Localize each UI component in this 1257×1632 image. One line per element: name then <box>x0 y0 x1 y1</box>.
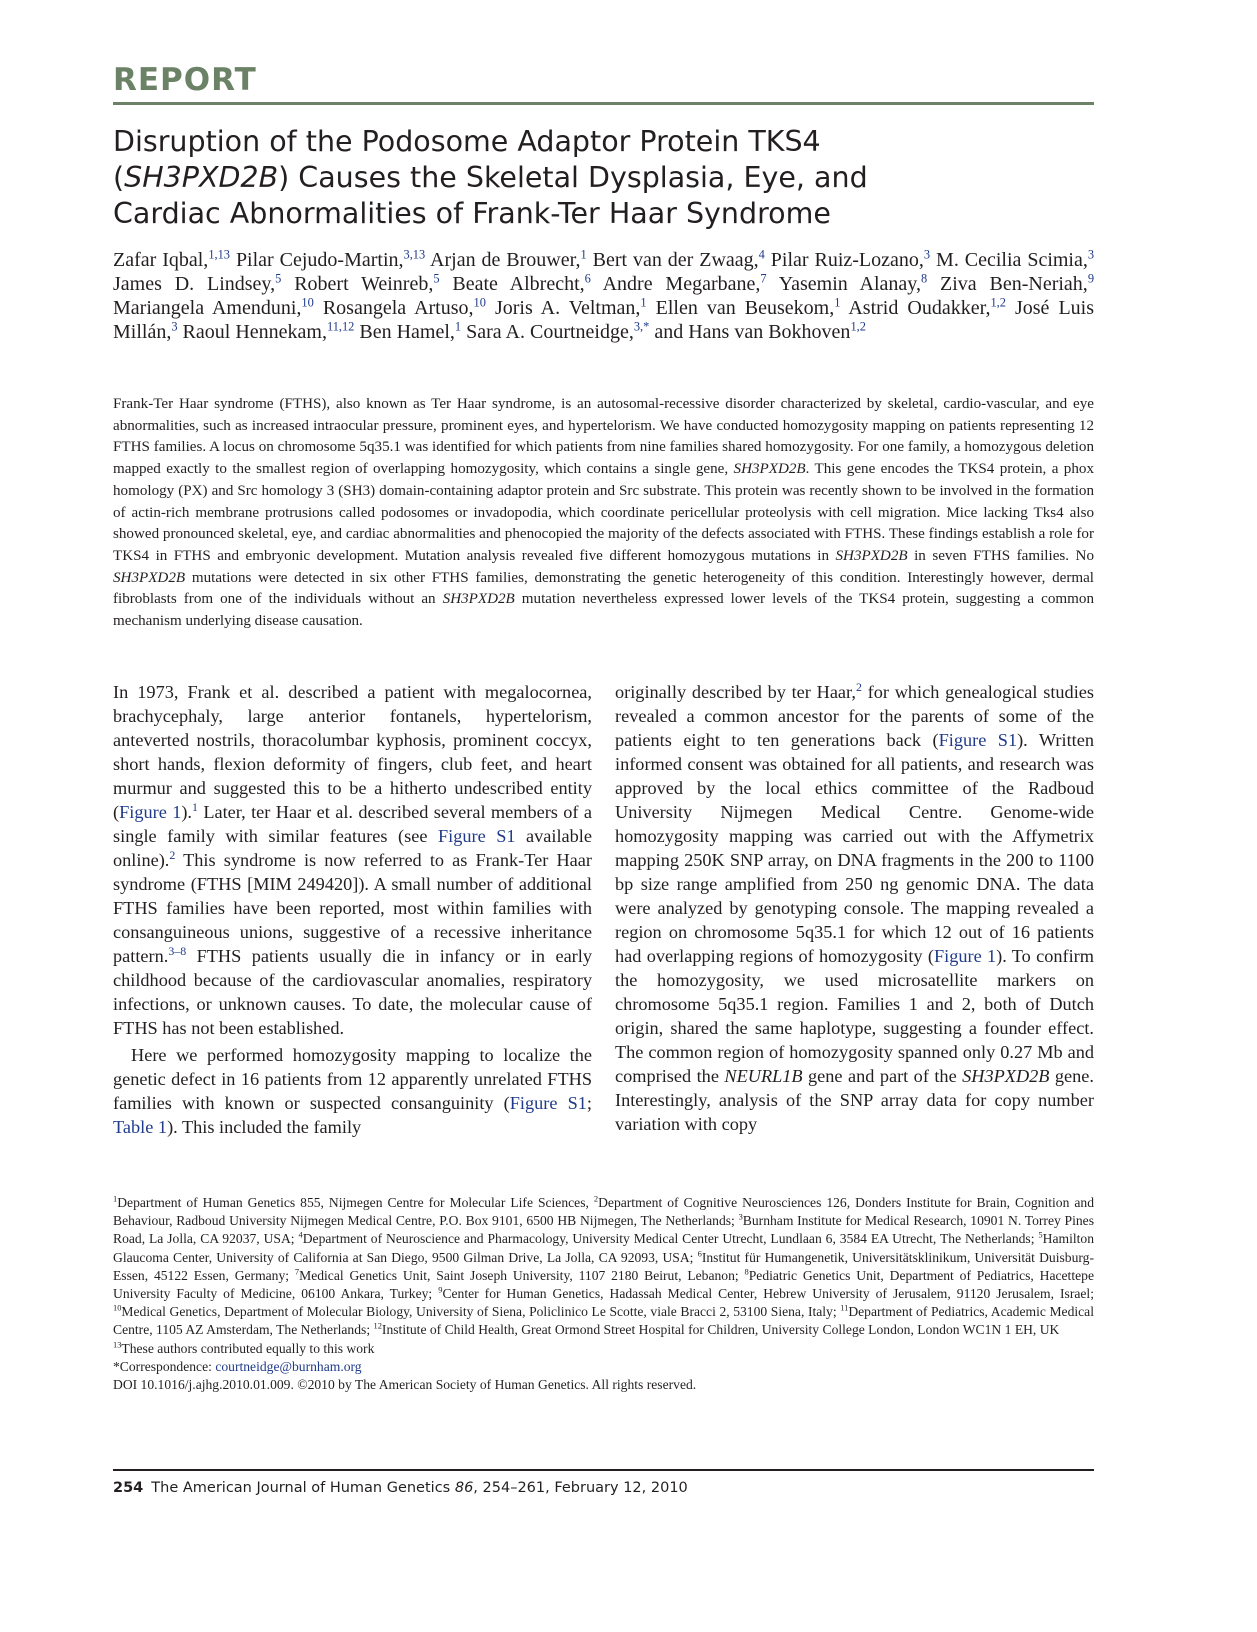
author-affiliation: 1 <box>640 295 647 310</box>
abstract-text: Frank-Ter Haar syndrome (FTHS), also known as Ter Haar syndrome, is an autosomal-recessive disorder characterized by skeletal, cardio-vascular, and eye abnormalities, such as increased intraocular pressure, prominent eyes, and hypertelorism. We have conducted homozygosity mapping on patients representing 12 FTHS families. A locus on chromosome 5q35.1 was identified for which patients from nine families shared homozygosity. For one family, a homozygous deletion mapped exactly to the smallest region of overlapping homozygosity, which contains a single gene, <box>113 396 1094 478</box>
body-text: ). This included the family <box>167 1117 362 1137</box>
author-name: Robert Weinreb, <box>294 273 434 295</box>
author-affiliation: 6 <box>584 271 591 286</box>
article-title <box>113 124 1094 232</box>
author-affiliation: 1 <box>834 295 841 310</box>
affiliations <box>113 1194 1094 1340</box>
author <box>603 273 767 295</box>
title-gene: SH3PXD2B <box>124 161 279 194</box>
body-text: originally described by ter Haar, <box>615 682 856 702</box>
affiliation-text: Department of Pediatrics, Academic Medical Centre, 1105 AZ Amsterdam, The Netherlands; <box>113 1304 1094 1338</box>
body-text: gene. Interestingly, analysis of the SNP array data for copy number variation with copy <box>615 1066 1094 1134</box>
author <box>656 297 841 319</box>
abstract-text: mutation nevertheless expressed lower levels of the TKS4 protein, suggesting a common mechanism underlying disease causation. <box>113 591 1094 630</box>
author-affiliation: 1 <box>454 319 462 334</box>
affiliation-number: 12 <box>373 1320 382 1331</box>
body-paragraph <box>113 680 592 1040</box>
journal-pages-date: , 254–261, February 12, 2010 <box>473 1480 688 1496</box>
author <box>771 249 930 271</box>
author <box>359 321 461 343</box>
body-text: for which genealogical studies revealed a common ancestor for the parents of some of the patients eight to ten generations back ( <box>615 682 1094 750</box>
author-affiliation: 3 <box>923 247 931 262</box>
reference-link[interactable]: 1 <box>192 799 198 814</box>
author <box>323 297 486 319</box>
reference-link[interactable]: 2 <box>855 679 862 694</box>
affiliation-number: 4 <box>298 1229 303 1240</box>
author-affiliation: 4 <box>758 247 765 262</box>
author-name: Yasemin Alanay, <box>778 273 921 295</box>
figure-s1-link[interactable]: Figure S1 <box>437 826 516 846</box>
footnotes <box>113 1194 1094 1394</box>
footer-rule <box>113 1469 1094 1471</box>
title-line-2: ) Causes the Skeletal Dysplasia, Eye, and <box>278 161 868 194</box>
author-name: Astrid Oudakker, <box>848 297 991 319</box>
equal-contribution-note <box>113 1340 1094 1358</box>
body-text: ; <box>586 1093 593 1113</box>
abstract-text: . This gene encodes the TKS4 protein, a phox homology (PX) and Src homology 3 (SH3) domain-containing adaptor protein and Src substrate. This protein was recently shown to be involved in the formation of actin-rich membrane protrusions called podosomes or invadopodia, which coordinate pericellular proteolysis with cell migration. Mice lacking Tks4 also showed pronounced skeletal, eye, and cardiac abnormalities and phenocopied the majority of the defects associated with FTHS. These findings establish a role for TKS4 in FTHS and embryonic development. Mutation analysis revealed five different homozygous mutations in <box>113 461 1094 564</box>
author <box>113 297 314 319</box>
figure-s1-link[interactable]: Figure S1 <box>509 1093 587 1113</box>
author-name: Beate Albrecht, <box>452 273 585 295</box>
author-name: Pilar Cejudo-Martin, <box>235 249 404 271</box>
affiliation-number: 1 <box>113 1193 118 1204</box>
author <box>593 249 765 271</box>
author <box>236 249 425 271</box>
correspondence-email-link[interactable]: courtneidge@burnham.org <box>215 1358 362 1374</box>
section-label: REPORT <box>113 62 257 98</box>
abstract-text: in seven FTHS families. No <box>907 547 1094 564</box>
body-column-right <box>615 680 1094 1136</box>
affiliation-number: 8 <box>744 1266 749 1277</box>
author-name: James D. Lindsey, <box>113 273 276 295</box>
journal-name: The American Journal of Human Genetics <box>151 1480 455 1496</box>
author-affiliation: 9 <box>1087 271 1095 286</box>
affiliation-text: Department of Neuroscience and Pharmacology, University Medical Center Utrecht, Lundlaan 6, 3584 EA Utrecht, The Netherlands; <box>302 1231 1039 1247</box>
author-name: Joris A. Veltman, <box>494 297 641 319</box>
author <box>466 321 649 343</box>
author-name: Zafar Iqbal, <box>113 249 209 271</box>
gene-name: SH3PXD2B <box>113 569 186 586</box>
affiliation-number: 10 <box>113 1302 122 1313</box>
author <box>936 249 1094 271</box>
author-name: Raoul Hennekam, <box>182 321 327 343</box>
author-affiliation: 5 <box>433 271 440 286</box>
author-name: Ben Hamel, <box>359 321 455 343</box>
affiliation-number: 2 <box>593 1193 599 1204</box>
title-line-1: Disruption of the Podosome Adaptor Protein TKS4 <box>113 125 821 158</box>
reference-link[interactable]: 3–8 <box>168 943 187 958</box>
author-affiliation: 1,2 <box>990 295 1006 310</box>
author-affiliation: 3 <box>1087 247 1095 262</box>
author <box>183 321 355 343</box>
figure-s1-link[interactable]: Figure S1 <box>938 730 1018 750</box>
correspondence-note <box>113 1358 1094 1376</box>
author-name: Sara A. Courtneidge, <box>466 321 634 343</box>
body-text: FTHS patients usually die in infancy or in early childhood because of the cardiovascular anomalies, respiratory infections, or unknown causes. To date, the molecular cause of FTHS has not been established. <box>113 946 592 1038</box>
page-footer <box>113 1478 688 1498</box>
author <box>294 273 439 295</box>
affiliation-text: Department of Human Genetics 855, Nijmegen Centre for Molecular Life Sciences, <box>117 1195 594 1210</box>
author-affiliation: 7 <box>760 271 767 286</box>
gene-name: NEURL1B <box>724 1066 803 1086</box>
gene-name: SH3PXD2B <box>835 547 908 564</box>
author <box>940 273 1094 295</box>
affiliation-number: 11 <box>840 1302 849 1313</box>
figure-1-link[interactable]: Figure 1 <box>933 946 997 966</box>
author-name: Andre Megarbane, <box>602 273 761 295</box>
affiliation-number: 3 <box>738 1211 743 1222</box>
author-name: M. Cecilia Scimia, <box>936 249 1088 271</box>
body-column-left <box>113 680 592 1139</box>
gene-name: SH3PXD2B <box>442 591 515 608</box>
figure-1-link[interactable]: Figure 1 <box>119 802 182 822</box>
author-name: Rosangela Artuso, <box>322 297 474 319</box>
author-affiliation: 1,2 <box>850 319 866 334</box>
author <box>848 297 1006 319</box>
author-name: Arjan de Brouwer, <box>430 249 581 271</box>
body-paragraph <box>113 1043 592 1139</box>
abstract-text: mutations were detected in six other FTHS families, demonstrating the genetic heterogeneity of this condition. Interestingly however, dermal fibroblasts from one of the individuals without an <box>113 569 1094 608</box>
author <box>452 273 590 295</box>
body-paragraph <box>615 680 1094 1136</box>
table-1-link[interactable]: Table 1 <box>113 1117 168 1137</box>
affiliation-number: 9 <box>438 1284 443 1295</box>
affiliation-text: Hamilton Glaucoma Center, University of California at San Diego, 9500 Gilman Drive, La Jolla, CA 92093, USA; <box>113 1231 1094 1265</box>
author-name: Bert van der Zwaag, <box>592 249 759 271</box>
reference-link[interactable]: 2 <box>169 847 176 862</box>
author <box>654 321 866 343</box>
affiliation-text: Medical Genetics Unit, Saint Joseph University, 1107 2180 Beirut, Lebanon; <box>299 1267 745 1283</box>
affiliation-number: 5 <box>1038 1229 1043 1240</box>
footnote-number: 13 <box>113 1339 122 1350</box>
gene-name: SH3PXD2B <box>733 461 806 478</box>
author <box>779 273 928 295</box>
author <box>113 273 281 295</box>
affiliation-text: Pediatric Genetics Unit, Department of Pediatrics, Hacettepe University Faculty of Medicine, 06100 Ankara, Turkey; <box>113 1267 1094 1302</box>
affiliation-text: Burnham Institute for Medical Research, 10901 N. Torrey Pines Road, La Jolla, CA 92037, USA; <box>113 1213 1094 1247</box>
body-text: Here we performed homozygosity mapping to localize the genetic defect in 16 patients from 12 apparently unrelated FTHS families with known or suspected consanguinity ( <box>113 1045 592 1113</box>
author-name: Pilar Ruiz-Lozano, <box>770 249 924 271</box>
body-text: In 1973, Frank et al. described a patient with megalocornea, brachycephaly, large anterior fontanels, hypertelorism, anteverted nostrils, thoracolumbar kyphosis, prominent coccyx, short hands, flexion deformity of fingers, club feet, and heart murmur and suggested this to be a hitherto undescribed entity ( <box>113 682 592 822</box>
affiliation-text: Medical Genetics, Department of Molecular Biology, University of Siena, Policlinico Le Scotte, viale Bracci 2, 53100 Siena, Italy; <box>121 1304 841 1320</box>
author-affiliation: 3 <box>171 319 178 334</box>
body-text: This syndrome is now referred to as Frank-Ter Haar syndrome (FTHS [MIM 249420]). A small number of additional FTHS families have been reported, most within families with consanguineous unions, suggestive of a recessive inheritance pattern. <box>113 850 592 966</box>
affiliation-text: Institut für Humangenetik, Universitätsklinikum, Universität Duisburg-Essen, 45122 Essen, Germany; <box>113 1249 1094 1283</box>
author-name: Ellen van Beusekom, <box>655 297 835 319</box>
author-affiliation: 3,* <box>633 319 650 334</box>
title-line-3: Cardiac Abnormalities of Frank-Ter Haar Syndrome <box>113 197 831 230</box>
author <box>430 249 587 271</box>
author-affiliation: 10 <box>301 295 314 310</box>
author-name: José Luis Millán, <box>113 297 1095 343</box>
author-affiliation: 5 <box>275 271 282 286</box>
author-affiliation: 8 <box>920 271 928 286</box>
author-affiliation: 3,13 <box>403 247 426 262</box>
author-name: Mariangela Amenduni, <box>113 297 302 319</box>
abstract <box>113 394 1094 633</box>
affiliation-text: Department of Cognitive Neurosciences 126, Donders Institute for Brain, Cognition and Behaviour, Radboud University Nijmegen Medical Centre, P.O. Box 9101, 6500 HB Nijmegen, The Netherlands; <box>113 1195 1094 1229</box>
doi-line: DOI 10.1016/j.ajhg.2010.01.009. ©2010 by The American Society of Human Genetics. All rights reserved. <box>113 1377 697 1393</box>
body-text: Later, ter Haar et al. described several members of a single family with similar features (see <box>113 802 592 846</box>
body-text: gene and part of the <box>802 1066 963 1086</box>
author-name: and Hans van Bokhoven <box>654 321 851 343</box>
affiliation-number: 7 <box>294 1266 300 1277</box>
author <box>113 249 230 271</box>
author-affiliation: 11,12 <box>326 319 355 334</box>
affiliation-text: Center for Human Genetics, Hadassah Medical Center, Hebrew University of Jerusalem, 91120 Jerusalem, Israel; <box>442 1286 1094 1302</box>
author-affiliation: 1,13 <box>208 247 230 262</box>
body-text: available online). <box>113 826 592 870</box>
affiliation-text: Institute of Child Health, Great Ormond Street Hospital for Children, University College London, London WC1N 1 EH, UK <box>381 1322 1060 1338</box>
affiliation-number: 6 <box>697 1248 702 1259</box>
author-affiliation: 10 <box>473 295 486 310</box>
author-name: Ziva Ben-Neriah, <box>940 273 1088 295</box>
footnote-text: These authors contributed equally to this work <box>121 1340 375 1356</box>
header-rule <box>113 102 1094 105</box>
gene-name: SH3PXD2B <box>962 1066 1050 1086</box>
correspondence-label: *Correspondence: <box>113 1358 216 1374</box>
body-text: ). <box>181 802 193 822</box>
author <box>495 297 647 319</box>
body-text: ). Written informed consent was obtained for all patients, and research was approved by the local ethics committee of the Radboud University Nijmegen Medical Centre. Genome-wide homozygosity mapping was carried out with the Affymetrix mapping 250K SNP array, on DNA fragments in the 200 to 1100 bp size range amplified from 250 ng genomic DNA. The data were analyzed by genotyping console. The mapping revealed a region on chromosome 5q35.1 for which 12 out of 16 patients had overlapping regions of homozygosity ( <box>615 730 1094 966</box>
title-paren-open: ( <box>113 161 125 194</box>
journal-volume: 86 <box>454 1480 474 1496</box>
author-list <box>113 248 1094 344</box>
page-number: 254 <box>113 1480 144 1496</box>
body-text: ). To confirm the homozygosity, we used microsatellite markers on chromosome 5q35.1 region. Families 1 and 2, both of Dutch origin, shared the same haplotype, suggesting a founder effect. The common region of homozygosity spanned only 0.27 Mb and comprised the <box>615 946 1094 1086</box>
author-affiliation: 1 <box>580 247 587 262</box>
